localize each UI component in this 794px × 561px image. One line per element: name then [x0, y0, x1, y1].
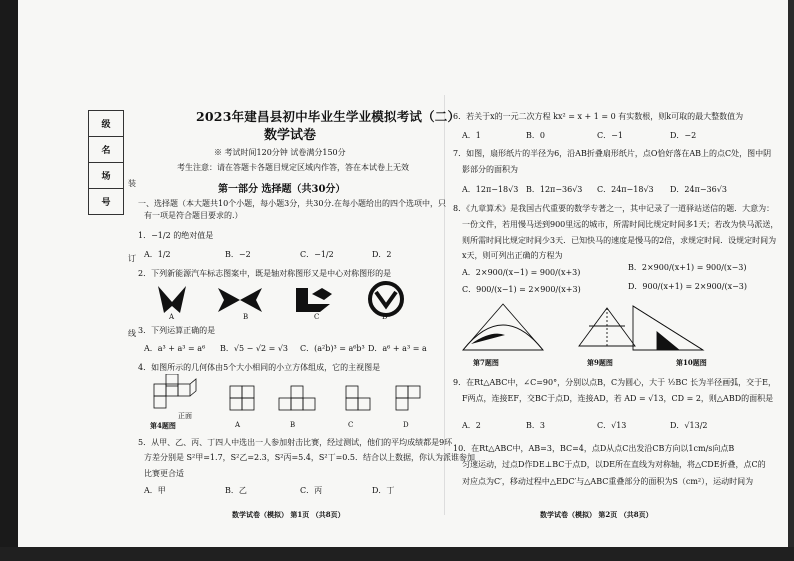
q6-option-d: D．−2 — [670, 131, 697, 140]
bottom-scan-border — [0, 547, 794, 561]
right-page-figures — [457, 298, 725, 360]
q9-caption: 第9题图 — [587, 358, 613, 367]
q4-label-c: C — [348, 421, 354, 429]
q3-option-d: D．a⁶ + a³ = a — [368, 344, 427, 353]
right-page-footer: 数学试卷（模拟） 第2页 （共8页） — [540, 510, 653, 519]
q5-option-b: B．乙 — [225, 486, 247, 495]
candidate-info-table — [88, 110, 124, 215]
question-4: 4．如图所示的几何体由5个大小相同的小立方体组成，它的主视图是 — [138, 363, 381, 372]
q8-option-a: A．2×900/(x−1) = 900/(x+3) — [462, 268, 581, 277]
logo-a-icon — [158, 286, 186, 313]
question-8-line-4: x天，则可列出正确的方程为 — [462, 251, 563, 260]
question-10-line-1: 10．在Rt△ABC中，AB=3，BC=4，点D从点C出发沿CB方向以1cm/s向点B — [453, 444, 735, 453]
instructions-line-2: 有一项是符合题目要求的.） — [144, 211, 243, 220]
question-6: 6．若关于x的一元二次方程 kx² = x + 1 = 0 有实数根，则k可取的最大整数值为 — [453, 112, 744, 121]
q7-sector-lines — [463, 304, 543, 350]
q2-logos — [154, 280, 412, 318]
q2-label-b: B — [243, 313, 249, 321]
question-5-line-3: 比赛更合适 — [144, 469, 184, 478]
question-2: 2．下列新能源汽车标志图案中，既是轴对称图形又是中心对称图形的是 — [138, 269, 392, 278]
question-10-line-3: 对应点为C′，移动过程中△EDC′与△ABC重叠部分的面积为S（cm²），运动时间为 — [462, 477, 754, 486]
q7-option-c: C．24π−18√3 — [597, 185, 654, 194]
q9-option-b: B．3 — [526, 421, 545, 430]
q2-label-a: A — [169, 313, 175, 321]
q5-option-d: D．丁 — [372, 486, 395, 495]
info-cell-class: 级 — [89, 111, 124, 137]
q7-sector-arc — [463, 325, 543, 350]
q2-label-c: C — [314, 313, 320, 321]
q3-option-a: A．a³ + a³ = a⁶ — [144, 344, 206, 353]
q7-option-a: A．12π−18√3 — [462, 185, 519, 194]
question-1: 1．−1/2 的绝对值是 — [138, 231, 214, 240]
question-5-line-1: 5．从甲、乙、丙、丁四人中选出一人参加射击比赛，经过测试，他们的平均成绩都是9环 — [138, 438, 453, 447]
exam-notice: 考生注意：请在答题卡各题目规定区域内作答，答在本试卷上无效 — [177, 163, 409, 172]
question-8-line-3: 则所需时间比规定时间少3天．已知快马的速度是慢马的2倍，求规定时间．设规定时间为 — [462, 236, 777, 245]
info-cell-room: 场 — [89, 163, 124, 189]
q10-caption: 第10题图 — [676, 358, 707, 367]
question-3: 3．下列运算正确的是 — [138, 326, 216, 335]
logo-d-icon — [370, 283, 402, 315]
q3-option-c: C．(a²b)³ = a⁶b³ — [300, 344, 365, 353]
left-scan-border — [0, 0, 18, 561]
exam-meta: ※ 考试时间120分钟 试卷满分150分 — [214, 148, 346, 157]
question-9-line-2: F两点，连接EF，交BC于点D，连接AD，若 AD = √13，CD = 2，则△ABD的面积是 — [462, 394, 774, 403]
q1-option-c: C．−1/2 — [300, 250, 334, 259]
q8-option-b: B．2×900/(x+1) = 900/(x−3) — [628, 263, 747, 272]
seal-line-label: 装 订 线 — [128, 179, 136, 338]
q8-option-d: D．900/(x+1) = 2×900/(x−3) — [628, 282, 748, 291]
question-8-line-1: 8．《九章算术》是我国古代重要的数学专著之一，其中记录了一道驿站送信的题．大意为： — [453, 204, 775, 213]
q1-option-b: B．−2 — [225, 250, 251, 259]
q6-option-c: C．−1 — [597, 131, 623, 140]
question-8-line-2: 一份文件，若用慢马送到900里远的城市，所需时间比规定时间多1天；若改为快马派送， — [462, 220, 779, 229]
q9-option-c: C．√13 — [597, 421, 627, 430]
q1-option-d: D．2 — [372, 250, 392, 259]
question-10-line-2: 匀速运动，过点D作DE⊥BC于点D，以DE所在直线为对称轴，将△CDE折叠，点C的 — [462, 460, 766, 469]
q3-option-b: B．√5 − √2 = √3 — [220, 344, 289, 353]
exam-title: 2023年建昌县初中毕业生学业模拟考试（二） — [196, 109, 461, 124]
q9-option-d: D．√13/2 — [670, 421, 708, 430]
logo-c-icon — [296, 288, 332, 312]
instructions-line-1: 一、选择题（本大题共10个小题，每小题3分，共30分.在每小题给出的四个选项中，只 — [138, 199, 446, 208]
q6-option-a: A．1 — [462, 131, 481, 140]
q7-caption: 第7题图 — [473, 358, 499, 367]
q7-option-b: B．12π−36√3 — [526, 185, 583, 194]
right-scan-border — [788, 0, 794, 561]
exam-subject: 数学试卷 — [264, 128, 317, 143]
section-heading: 第一部分 选择题（共30分） — [218, 184, 346, 195]
info-cell-number: 号 — [89, 189, 124, 215]
question-7-line-1: 7．如图，扇形纸片的半径为6，沿AB折叠扇形纸片，点O恰好落在AB上的点C处，图中阴 — [453, 149, 772, 158]
q9-option-a: A．2 — [462, 421, 481, 430]
info-cell-name: 名 — [89, 137, 124, 163]
q1-option-a: A．1/2 — [144, 250, 171, 259]
q4-caption: 第4题图 — [150, 421, 176, 430]
question-7-line-2: 影部分的面积为 — [462, 165, 518, 174]
logo-b-icon — [218, 288, 262, 312]
q7-option-d: D．24π−36√3 — [670, 185, 727, 194]
q4-label-b: B — [290, 421, 296, 429]
q4-label-a: A — [235, 421, 241, 429]
question-5-line-2: 方差分别是 S²甲=1.7，S²乙=2.3，S²丙=5.4，S²丁=0.5．结合以上数据，你认为派谁参加 — [144, 453, 475, 462]
q2-label-d: D — [382, 313, 388, 321]
q5-option-a: A．甲 — [144, 486, 166, 495]
q4-front-label: 正面 — [178, 412, 192, 420]
q4-label-d: D — [403, 421, 409, 429]
q6-option-b: B．0 — [526, 131, 545, 140]
question-9-line-1: 9．在Rt△ABC中，∠C=90°，分别以点B，C为圆心，大于 ½BC 长为半径画弧，交于E， — [453, 378, 776, 387]
q5-option-c: C．丙 — [300, 486, 323, 495]
left-page-footer: 数学试卷（模拟） 第1页 （共8页） — [232, 510, 345, 519]
q8-option-c: C．900/(x−1) = 2×900/(x+3) — [462, 285, 581, 294]
